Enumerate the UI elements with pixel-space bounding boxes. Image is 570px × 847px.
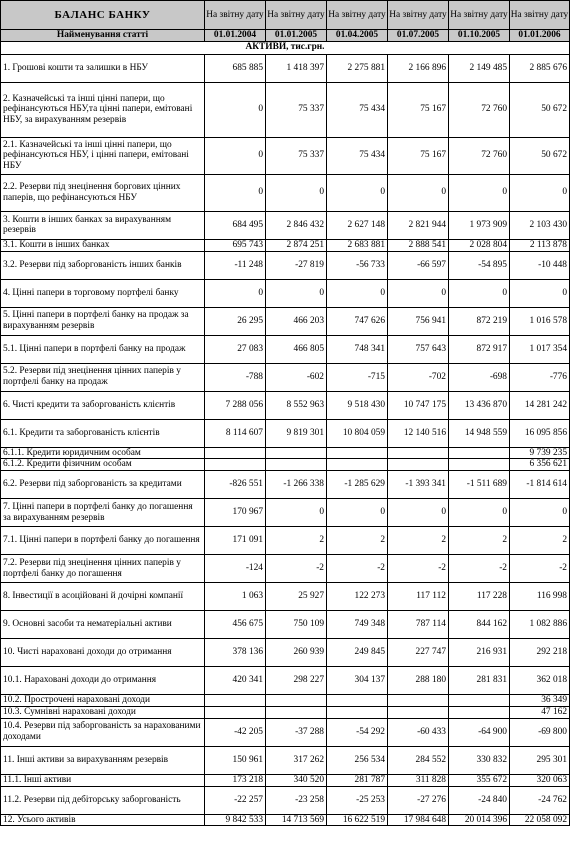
row-value: 47 162 — [510, 706, 570, 718]
row-value: 2 149 485 — [449, 54, 510, 82]
row-value: 27 083 — [205, 335, 266, 363]
row-label: 10.2. Прострочені нараховані доходи — [1, 695, 205, 707]
row-label: 2. Казначейські та інші цінні папери, що рефінансуються НБУ,та цінні папери, емітовані НБУ, за вирахуванням резервів — [1, 82, 205, 137]
row-value: 9 518 430 — [327, 391, 388, 419]
row-value: 456 675 — [205, 611, 266, 639]
row-value: 0 — [205, 137, 266, 174]
row-value: 13 436 870 — [449, 391, 510, 419]
row-value: 2 103 430 — [510, 211, 570, 239]
row-value: -27 276 — [388, 786, 449, 814]
row-value: 355 672 — [449, 774, 510, 786]
row-value: 0 — [449, 174, 510, 211]
row-value — [205, 459, 266, 471]
row-value: -54 292 — [327, 718, 388, 746]
row-value: 9 739 235 — [510, 447, 570, 459]
row-value — [388, 706, 449, 718]
row-value: 17 984 648 — [388, 814, 449, 826]
row-value: 0 — [510, 499, 570, 527]
row-value: 2 683 881 — [327, 239, 388, 251]
row-value: 317 262 — [266, 746, 327, 774]
row-value: 20 014 396 — [449, 814, 510, 826]
row-value: -702 — [388, 363, 449, 391]
row-value: 281 831 — [449, 667, 510, 695]
row-value: 14 713 569 — [266, 814, 327, 826]
row-value: 295 301 — [510, 746, 570, 774]
row-value — [388, 695, 449, 707]
row-value: -826 551 — [205, 471, 266, 499]
table-row — [1, 786, 570, 814]
row-value: 36 349 — [510, 695, 570, 707]
row-value: 260 939 — [266, 639, 327, 667]
row-label: 7.2. Резерви під знецінення цінних паперів у портфелі банку до погашення — [1, 555, 205, 583]
row-value — [449, 706, 510, 718]
row-value: 14 948 559 — [449, 419, 510, 447]
column-header-label: На звітну дату — [327, 1, 388, 30]
table-row — [1, 718, 570, 746]
row-value: 0 — [449, 279, 510, 307]
table-row — [1, 307, 570, 335]
row-value: 75 434 — [327, 82, 388, 137]
column-header-date: 01.01.2006 — [510, 30, 570, 42]
table-row — [1, 555, 570, 583]
row-value: 0 — [205, 279, 266, 307]
row-value: 340 520 — [266, 774, 327, 786]
row-value: 749 348 — [327, 611, 388, 639]
row-value: -22 257 — [205, 786, 266, 814]
row-value: 1 063 — [205, 583, 266, 611]
row-value: 466 805 — [266, 335, 327, 363]
table-row — [1, 499, 570, 527]
section-heading: АКТИВИ, тис.грн. — [1, 41, 570, 54]
row-value: 2 627 148 — [327, 211, 388, 239]
row-value: 0 — [266, 499, 327, 527]
table-title: БАЛАНС БАНКУ — [1, 1, 205, 30]
row-value: -1 266 338 — [266, 471, 327, 499]
row-value — [205, 695, 266, 707]
row-value: 1 973 909 — [449, 211, 510, 239]
row-label: 11. Інші активи за вирахуванням резервів — [1, 746, 205, 774]
row-value: 2 166 896 — [388, 54, 449, 82]
row-value: 9 819 301 — [266, 419, 327, 447]
row-value: 171 091 — [205, 527, 266, 555]
row-value: 117 112 — [388, 583, 449, 611]
row-label: 10.4. Резерви під заборгованість за нарахованими доходами — [1, 718, 205, 746]
row-value — [388, 447, 449, 459]
row-value: 150 961 — [205, 746, 266, 774]
row-value: 50 672 — [510, 137, 570, 174]
row-value: -2 — [388, 555, 449, 583]
row-value: 26 295 — [205, 307, 266, 335]
table-row — [1, 279, 570, 307]
row-value: -2 — [327, 555, 388, 583]
row-value: 256 534 — [327, 746, 388, 774]
row-label: 5. Цінні папери в портфелі банку на продаж за вирахуванням резервів — [1, 307, 205, 335]
row-value: 75 167 — [388, 137, 449, 174]
table-row — [1, 639, 570, 667]
row-value: -1 814 614 — [510, 471, 570, 499]
row-label: 2.1. Казначейські та інші цінні папери, що рефінансуються НБУ, і цінні папери, емітовані НБУ — [1, 137, 205, 174]
row-label: 10. Чисті нараховані доходи до отримання — [1, 639, 205, 667]
row-label: 6.2. Резерви під заборгованість за кредитами — [1, 471, 205, 499]
table-row — [1, 459, 570, 471]
row-value: 844 162 — [449, 611, 510, 639]
row-value: 2 275 881 — [327, 54, 388, 82]
row-value: 0 — [266, 174, 327, 211]
table-row — [1, 335, 570, 363]
row-value: -788 — [205, 363, 266, 391]
row-value: 2 — [327, 527, 388, 555]
table-row — [1, 363, 570, 391]
row-value: -24 840 — [449, 786, 510, 814]
column-header-label: На звітну дату — [266, 1, 327, 30]
row-value: 311 828 — [388, 774, 449, 786]
row-value: 2 821 944 — [388, 211, 449, 239]
row-value: 685 885 — [205, 54, 266, 82]
table-row — [1, 583, 570, 611]
table-row — [1, 611, 570, 639]
row-value: 298 227 — [266, 667, 327, 695]
column-header-label: На звітну дату — [510, 1, 570, 30]
row-label: 2.2. Резерви під знецінення боргових цінних паперів, що рефінансуються НБУ — [1, 174, 205, 211]
row-value: 7 288 056 — [205, 391, 266, 419]
table-row — [1, 667, 570, 695]
row-value: 378 136 — [205, 639, 266, 667]
column-header-item-name: Найменування статті — [1, 30, 205, 42]
row-value: 747 626 — [327, 307, 388, 335]
row-value: -27 819 — [266, 251, 327, 279]
row-value: -2 — [266, 555, 327, 583]
row-label: 5.2. Резерви під знецінення цінних паперів у портфелі банку на продаж — [1, 363, 205, 391]
row-value: 872 219 — [449, 307, 510, 335]
row-value: 284 552 — [388, 746, 449, 774]
column-header-date: 01.04.2005 — [327, 30, 388, 42]
row-value: -698 — [449, 363, 510, 391]
row-value: 122 273 — [327, 583, 388, 611]
row-value: 330 832 — [449, 746, 510, 774]
row-value: 0 — [449, 499, 510, 527]
column-header-date: 01.01.2004 — [205, 30, 266, 42]
row-value: -54 895 — [449, 251, 510, 279]
row-value: 72 760 — [449, 82, 510, 137]
row-value — [388, 459, 449, 471]
row-value: 787 114 — [388, 611, 449, 639]
row-value: 750 109 — [266, 611, 327, 639]
row-value: 116 998 — [510, 583, 570, 611]
row-value: 2 874 251 — [266, 239, 327, 251]
row-value: 10 747 175 — [388, 391, 449, 419]
row-value: 2 113 878 — [510, 239, 570, 251]
row-value — [266, 695, 327, 707]
row-label: 12. Усього активів — [1, 814, 205, 826]
row-label: 4. Цінні папери в торговому портфелі банку — [1, 279, 205, 307]
row-value: 2 846 432 — [266, 211, 327, 239]
row-value: 420 341 — [205, 667, 266, 695]
row-value: -776 — [510, 363, 570, 391]
row-value: 757 643 — [388, 335, 449, 363]
row-value: 25 927 — [266, 583, 327, 611]
row-value: 227 747 — [388, 639, 449, 667]
row-value: 748 341 — [327, 335, 388, 363]
row-value: 0 — [327, 279, 388, 307]
row-value: 320 063 — [510, 774, 570, 786]
row-value: 0 — [205, 82, 266, 137]
row-value: 10 804 059 — [327, 419, 388, 447]
row-value: 466 203 — [266, 307, 327, 335]
row-value: 2 888 541 — [388, 239, 449, 251]
row-value: -715 — [327, 363, 388, 391]
row-label: 6.1.2. Кредити фізичним особам — [1, 459, 205, 471]
row-value: 0 — [327, 174, 388, 211]
row-label: 7. Цінні папери в портфелі банку до погашення за вирахуванням резервів — [1, 499, 205, 527]
row-value: 22 058 092 — [510, 814, 570, 826]
row-value: -64 900 — [449, 718, 510, 746]
row-label: 10.3. Сумнівні нараховані доходи — [1, 706, 205, 718]
row-value: 72 760 — [449, 137, 510, 174]
row-value: 117 228 — [449, 583, 510, 611]
row-value: 0 — [205, 174, 266, 211]
row-value: -1 285 629 — [327, 471, 388, 499]
row-label: 7.1. Цінні папери в портфелі банку до погашення — [1, 527, 205, 555]
row-value: 75 337 — [266, 137, 327, 174]
row-value: -60 433 — [388, 718, 449, 746]
row-value — [327, 706, 388, 718]
row-value: 1 082 886 — [510, 611, 570, 639]
row-value: 0 — [327, 499, 388, 527]
row-label: 1. Грошові кошти та залишки в НБУ — [1, 54, 205, 82]
row-value — [266, 447, 327, 459]
row-value: 75 167 — [388, 82, 449, 137]
row-value: -25 253 — [327, 786, 388, 814]
table-row — [1, 82, 570, 137]
row-value: 0 — [388, 174, 449, 211]
row-value: 9 842 533 — [205, 814, 266, 826]
row-value: 16 622 519 — [327, 814, 388, 826]
row-value: 695 743 — [205, 239, 266, 251]
row-value: -23 258 — [266, 786, 327, 814]
row-value — [449, 447, 510, 459]
row-value — [327, 447, 388, 459]
row-value: 170 967 — [205, 499, 266, 527]
row-value: 8 552 963 — [266, 391, 327, 419]
column-header-label: На звітну дату — [205, 1, 266, 30]
row-value: -66 597 — [388, 251, 449, 279]
table-row — [1, 774, 570, 786]
table-row — [1, 695, 570, 707]
row-value: 2 — [449, 527, 510, 555]
row-value: 75 337 — [266, 82, 327, 137]
column-header-date: 01.07.2005 — [388, 30, 449, 42]
row-value: 16 095 856 — [510, 419, 570, 447]
row-value: 50 672 — [510, 82, 570, 137]
row-value: 304 137 — [327, 667, 388, 695]
row-value — [205, 447, 266, 459]
row-label: 11.1. Інші активи — [1, 774, 205, 786]
row-value: 756 941 — [388, 307, 449, 335]
row-value: 8 114 607 — [205, 419, 266, 447]
row-value: 1 418 397 — [266, 54, 327, 82]
row-label: 5.1. Цінні папери в портфелі банку на продаж — [1, 335, 205, 363]
row-value: 0 — [388, 279, 449, 307]
row-value: -69 800 — [510, 718, 570, 746]
row-label: 3. Кошти в інших банках за вирахуванням резервів — [1, 211, 205, 239]
row-value: -1 393 341 — [388, 471, 449, 499]
row-value — [205, 706, 266, 718]
row-value: 2 — [510, 527, 570, 555]
row-value: -2 — [449, 555, 510, 583]
row-value: 2 — [266, 527, 327, 555]
row-value — [449, 459, 510, 471]
table-row — [1, 211, 570, 239]
row-value: -124 — [205, 555, 266, 583]
column-header-label: На звітну дату — [388, 1, 449, 30]
row-value: -37 288 — [266, 718, 327, 746]
table-row — [1, 54, 570, 82]
row-value: 173 218 — [205, 774, 266, 786]
row-value: 6 356 621 — [510, 459, 570, 471]
row-value: 0 — [266, 279, 327, 307]
row-value: 2 028 804 — [449, 239, 510, 251]
table-row — [1, 527, 570, 555]
row-value: 292 218 — [510, 639, 570, 667]
table-row — [1, 251, 570, 279]
table-row — [1, 746, 570, 774]
row-value: -42 205 — [205, 718, 266, 746]
table-row — [1, 471, 570, 499]
row-value — [327, 459, 388, 471]
row-value: -11 248 — [205, 251, 266, 279]
row-value — [266, 459, 327, 471]
row-value: 0 — [510, 279, 570, 307]
row-label: 8. Інвестиції в асоційовані й дочірні компанії — [1, 583, 205, 611]
table-row — [1, 137, 570, 174]
table-row — [1, 419, 570, 447]
row-label: 3.1. Кошти в інших банках — [1, 239, 205, 251]
row-value: 216 931 — [449, 639, 510, 667]
row-value: 288 180 — [388, 667, 449, 695]
row-value: 2 885 676 — [510, 54, 570, 82]
table-row — [1, 239, 570, 251]
table-row — [1, 391, 570, 419]
table-row — [1, 447, 570, 459]
row-value: 684 495 — [205, 211, 266, 239]
row-value: -10 448 — [510, 251, 570, 279]
row-value: 362 018 — [510, 667, 570, 695]
row-label: 9. Основні засоби та нематеріальні активи — [1, 611, 205, 639]
row-label: 3.2. Резерви під заборгованість інших банків — [1, 251, 205, 279]
row-value: 12 140 516 — [388, 419, 449, 447]
column-header-date: 01.01.2005 — [266, 30, 327, 42]
row-value: 0 — [388, 499, 449, 527]
row-label: 6.1.1. Кредити юридичним особам — [1, 447, 205, 459]
row-value: 75 434 — [327, 137, 388, 174]
row-value: 1 016 578 — [510, 307, 570, 335]
row-value: 281 787 — [327, 774, 388, 786]
row-value: -2 — [510, 555, 570, 583]
row-value: -1 511 689 — [449, 471, 510, 499]
table-row — [1, 814, 570, 826]
row-value: -56 733 — [327, 251, 388, 279]
table-row — [1, 174, 570, 211]
row-label: 11.2. Резерви під дебіторську заборгованість — [1, 786, 205, 814]
row-value: 1 017 354 — [510, 335, 570, 363]
row-label: 10.1. Нараховані доходи до отримання — [1, 667, 205, 695]
row-value — [327, 695, 388, 707]
row-label: 6. Чисті кредити та заборгованість клієнтів — [1, 391, 205, 419]
row-value: -602 — [266, 363, 327, 391]
row-value: 2 — [388, 527, 449, 555]
row-value: 872 917 — [449, 335, 510, 363]
row-label: 6.1. Кредити та заборгованість клієнтів — [1, 419, 205, 447]
column-header-date: 01.10.2005 — [449, 30, 510, 42]
table-row — [1, 706, 570, 718]
column-header-label: На звітну дату — [449, 1, 510, 30]
row-value — [266, 706, 327, 718]
row-value: 14 281 242 — [510, 391, 570, 419]
row-value — [449, 695, 510, 707]
row-value: -24 762 — [510, 786, 570, 814]
row-value: 249 845 — [327, 639, 388, 667]
row-value: 0 — [510, 174, 570, 211]
